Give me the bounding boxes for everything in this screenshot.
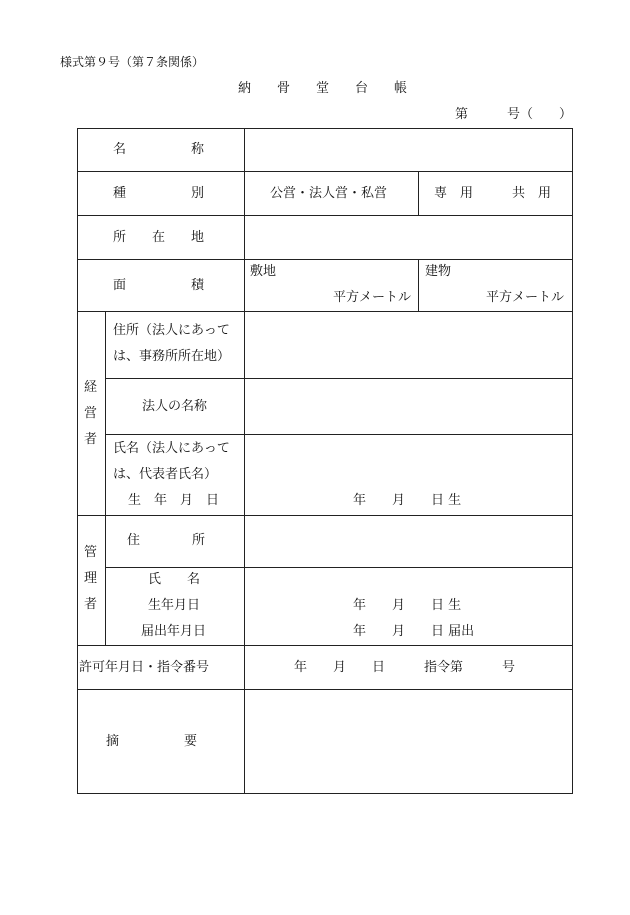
operator-group-label-2: 営 [84, 406, 98, 421]
manager-birth-value: 年 月 日 生 [353, 598, 462, 613]
area-label: 面 積 [113, 278, 205, 293]
building-area-label: 建物 [425, 264, 452, 279]
name-label: 名 称 [113, 142, 205, 157]
location-label: 所 在 地 [113, 230, 205, 245]
summary-label: 摘 要 [106, 734, 198, 749]
type-options: 公営・法人営・私営 [270, 186, 388, 201]
operator-person-label-2: は、代表者氏名） [113, 467, 218, 482]
operator-group-label-3: 者 [84, 432, 98, 447]
manager-notify-value: 年 月 日 届出 [353, 624, 475, 639]
page-title: 納 骨 堂 台 帳 [238, 81, 408, 96]
register-number: 第 号（ ） [455, 107, 573, 122]
type-label: 種 別 [113, 186, 205, 201]
land-area-label: 敷地 [250, 264, 277, 279]
manager-group-label-2: 理 [84, 571, 98, 586]
building-area-unit: 平方メートル [486, 290, 565, 305]
manager-birth-label: 生年月日 [148, 598, 201, 613]
manager-notify-label: 届出年月日 [141, 624, 207, 639]
operator-group-label-1: 経 [84, 380, 98, 395]
operator-birth-value: 年 月 日 生 [353, 493, 462, 508]
operator-corp-name-label: 法人の名称 [142, 399, 208, 414]
land-area-unit: 平方メートル [333, 290, 412, 305]
type-use-options: 専 用 共 用 [434, 186, 552, 201]
manager-name-label: 氏 名 [148, 572, 201, 587]
permit-value: 年 月 日 指令第 号 [294, 660, 516, 675]
operator-person-label-1: 氏名（法人にあって [113, 441, 230, 456]
operator-address-label-2: は、事務所所在地） [113, 349, 231, 364]
operator-address-label-1: 住所（法人にあって [113, 323, 230, 338]
operator-birth-label: 生 年 月 日 [128, 493, 220, 508]
manager-group-label-3: 者 [84, 597, 98, 612]
manager-group-label-1: 管 [84, 545, 98, 560]
manager-address-label: 住 所 [127, 533, 206, 548]
permit-label: 許可年月日・指令番号 [79, 660, 210, 675]
form-number: 様式第９号（第７条関係） [60, 55, 205, 69]
